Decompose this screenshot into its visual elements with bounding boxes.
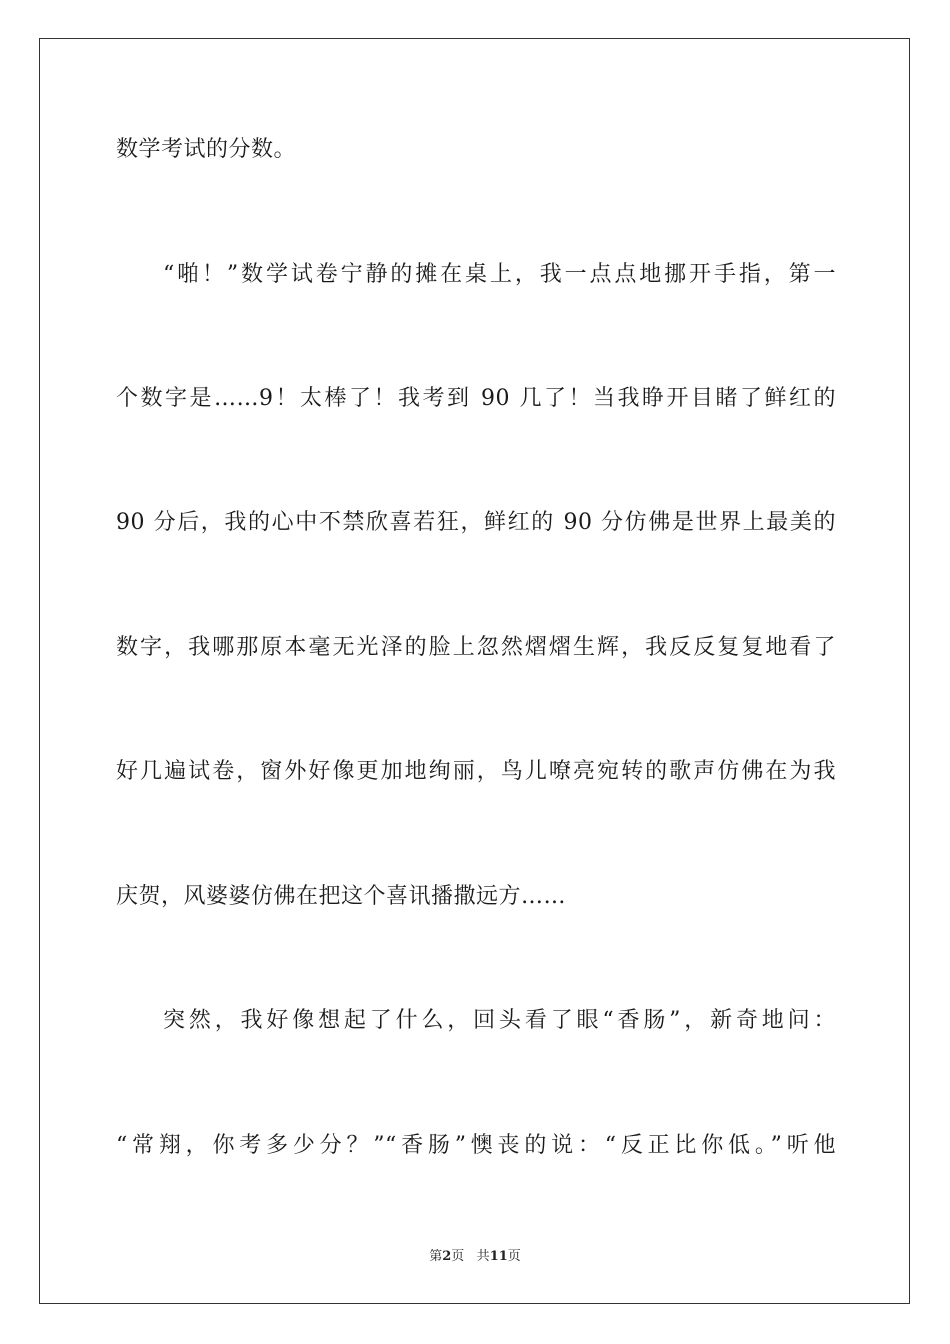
- text-line-4: 90 分后，我的心中不禁欣喜若狂，鲜红的 90 分仿佛是世界上最美的: [116, 510, 836, 535]
- total-prefix: 共: [476, 1249, 490, 1264]
- text-line-7: 庆贺，风婆婆仿佛在把这个喜讯播撒远方……: [116, 884, 567, 909]
- text-line-5: 数字，我哪那原本毫无光泽的脸上忽然熠熠生辉，我反反复复地看了: [116, 635, 836, 660]
- text-line-9: “常翔，你考多少分？”“香肠”懊丧的说：“反正比你低。”听他: [116, 1133, 836, 1158]
- text-line-6: 好几遍试卷，窗外好像更加地绚丽，鸟儿嘹亮宛转的歌声仿佛在为我: [116, 759, 836, 784]
- page-prefix: 第: [429, 1249, 443, 1264]
- text-line-2: “啪！”数学试卷宁静的摊在桌上，我一点点地挪开手指，第一: [163, 262, 836, 287]
- page-border: [39, 38, 910, 1304]
- page-suffix: 页: [451, 1249, 465, 1264]
- page-number: 2: [442, 1249, 452, 1264]
- text-line-1: 数学考试的分数。: [116, 137, 297, 162]
- page-footer: [0, 1248, 950, 1266]
- text-line-8: 突然，我好像想起了什么，回头看了眼“香肠”，新奇地问：: [163, 1008, 836, 1033]
- total-suffix: 页: [507, 1249, 521, 1264]
- total-pages: 11: [489, 1249, 508, 1264]
- text-line-3: 个数字是……9！太棒了！我考到 90 几了！当我睁开目睹了鲜红的: [116, 386, 836, 411]
